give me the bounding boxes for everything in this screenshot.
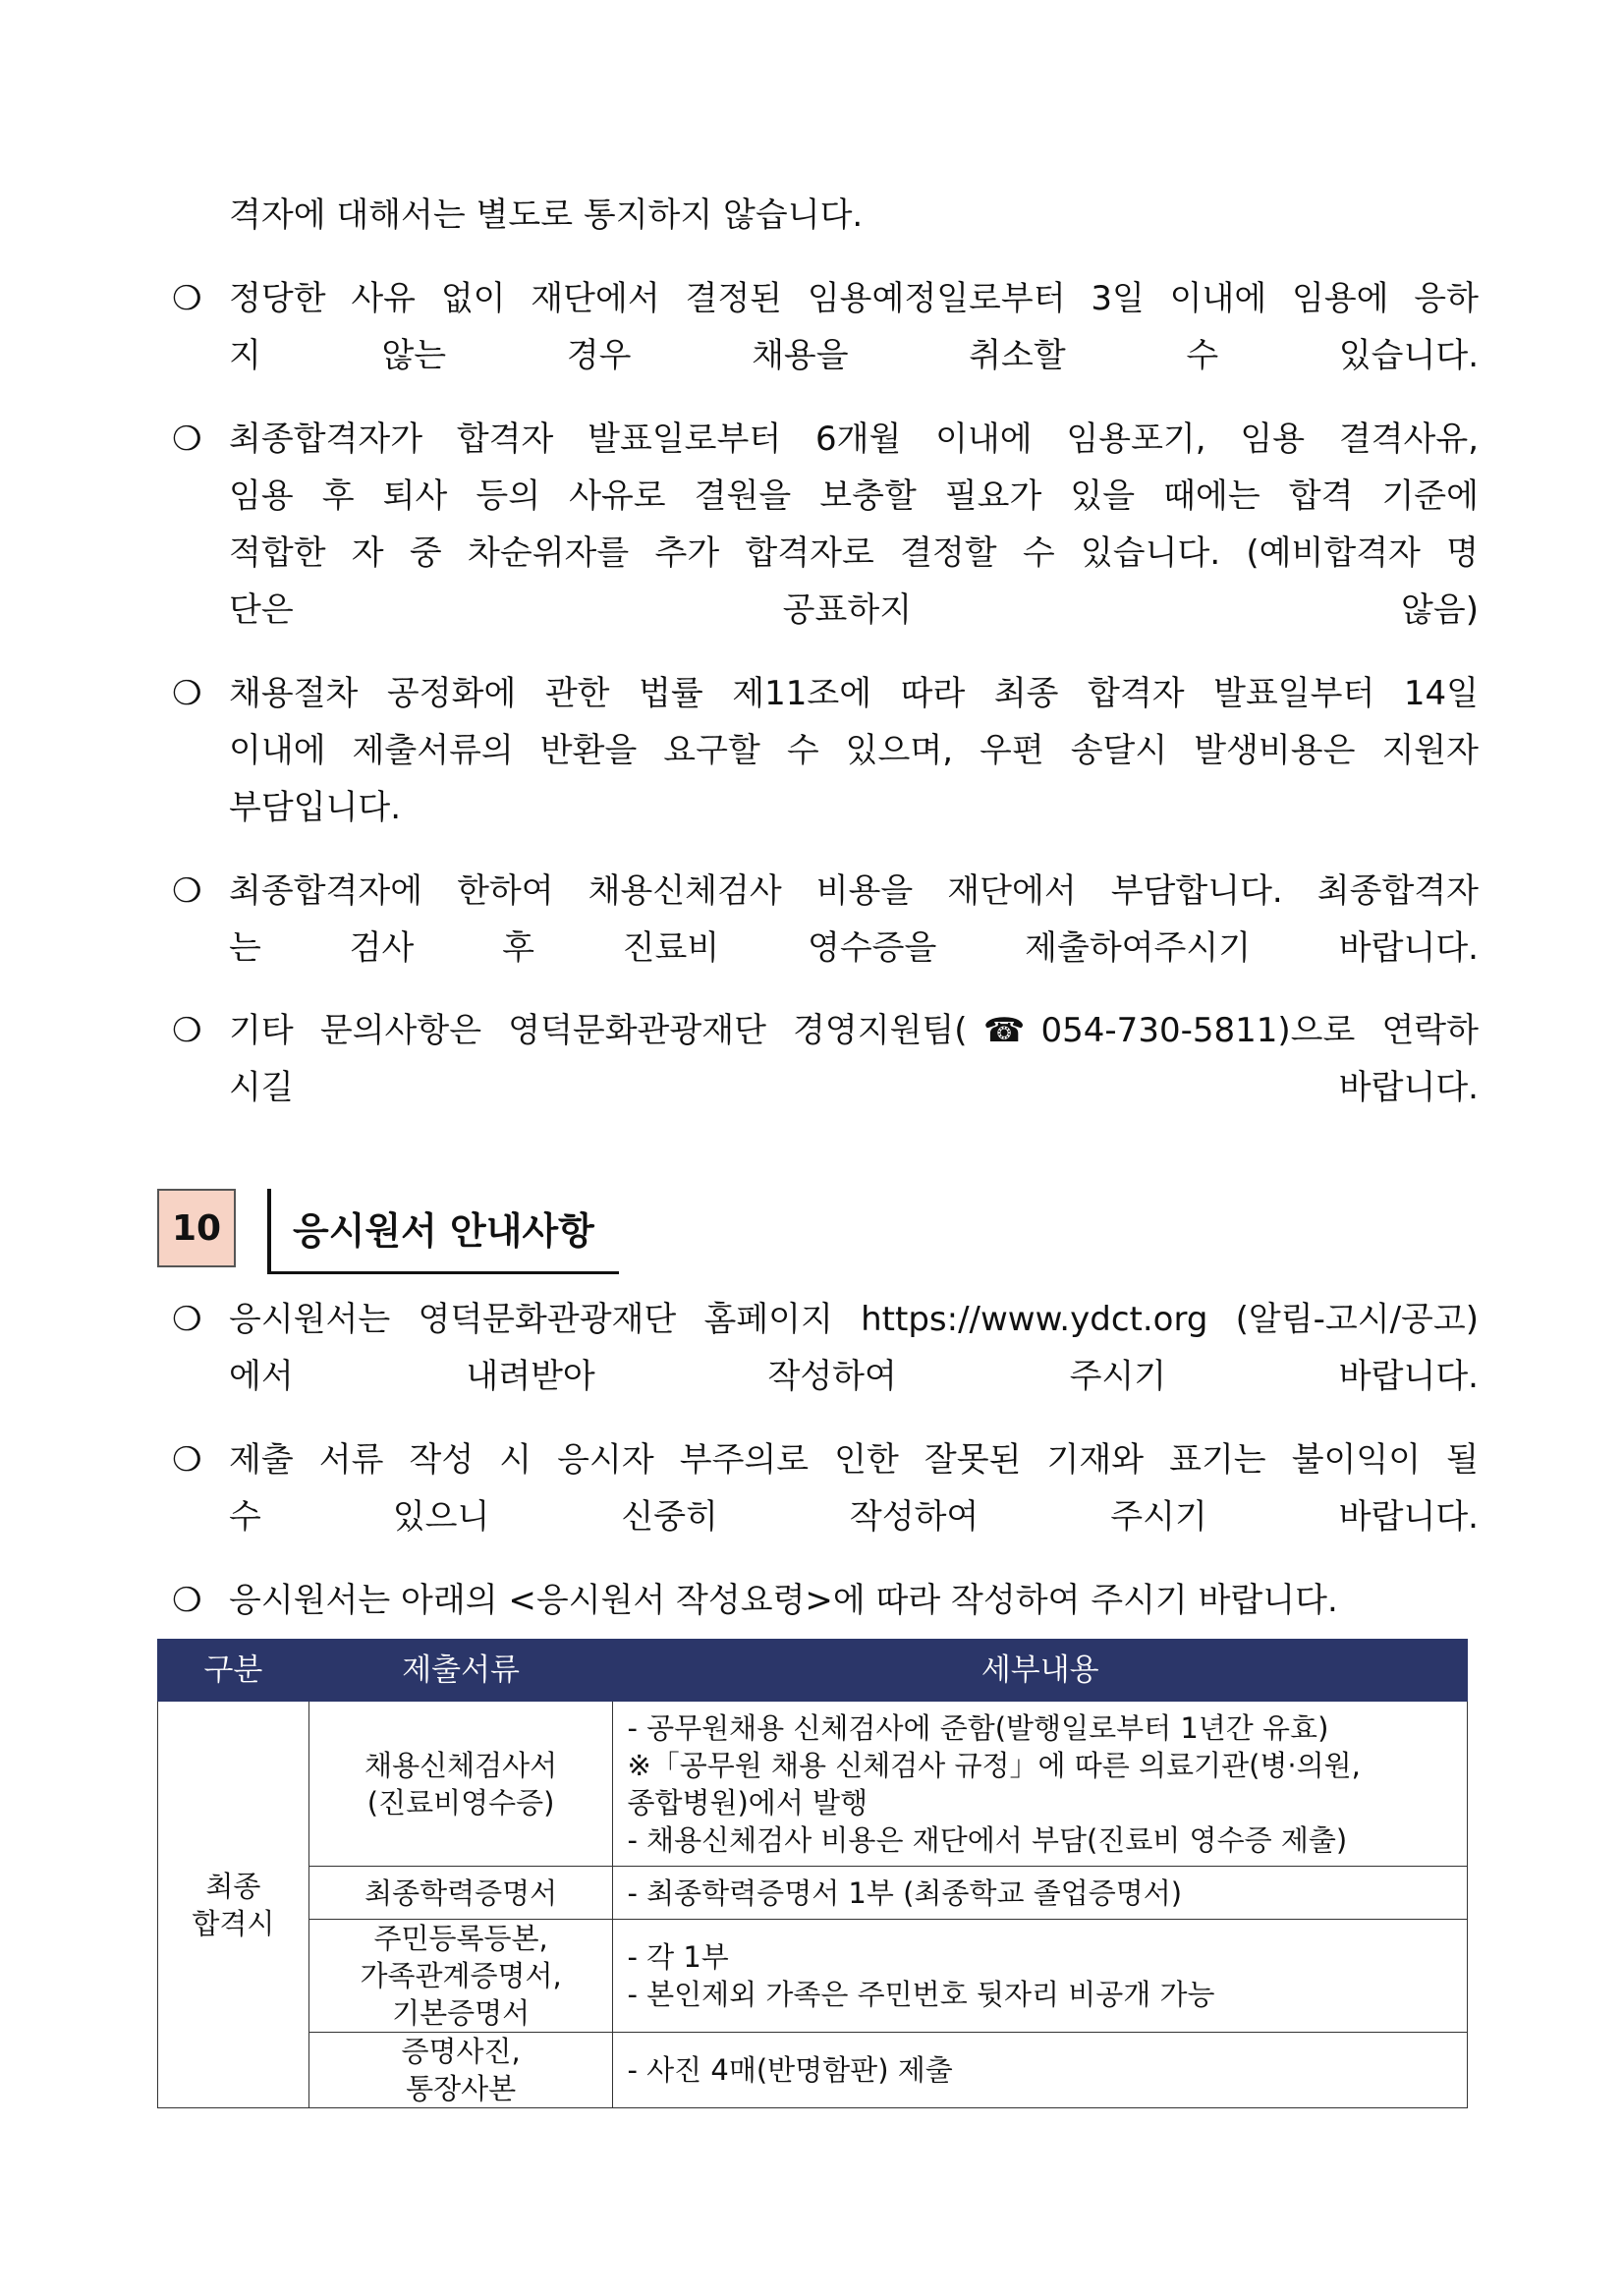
paragraph-replacement-hire [172,411,1479,639]
bullet-circle-icon: ❍ [172,1440,202,1480]
table-row [158,1867,1468,1920]
bullet-circle-icon: ❍ [172,1581,202,1620]
text-line: 응시원서는 영덕문화관광재단 홈페이지 https://www.ydct.org (알림-고시/공고) [229,1300,1479,1339]
text-line: 임용 후 퇴사 등의 사유로 결원을 보충할 필요가 있을 때에는 합격 기준에 [229,476,1479,516]
detail-line: - 채용신체검사 비용은 재단에서 부담(진료비 영수증 제출) [627,1822,1348,1857]
bullet-circle-icon: ❍ [172,674,202,713]
text-line: 기타 문의사항은 영덕문화관광재단 경영지원팀(☎054-730-5811)으로 연락하 [229,1011,1479,1050]
document-line: 채용신체검사서 [364,1748,558,1782]
detail-line: - 본인제외 가족은 주민번호 뒷자리 비공개 가능 [627,1978,1215,2011]
text-line: 시길 바랍니다. [229,1068,1479,1107]
table-row [158,1702,1468,1867]
bullet-circle-icon: ❍ [172,871,202,911]
paragraph-contact [172,1002,1479,1116]
bullet-circle-icon: ❍ [172,420,202,459]
detail-line: ※「공무원 채용 신체검사 규정」에 따른 의료기관(병·의원, [627,1748,1361,1782]
text-line: 채용절차 공정화에 관한 법률 제11조에 따라 최종 합격자 발표일부터 14일 [229,674,1479,713]
section-header [157,1189,619,1277]
category-line: 합격시 [192,1906,275,1940]
paragraph-careful-writing [172,1431,1479,1545]
bullet-circle-icon: ❍ [172,279,202,318]
document-cell [308,1702,613,1867]
paragraph-writing-guide [172,1572,1479,1629]
text-line: 최종합격자가 합격자 발표일로부터 6개월 이내에 임용포기, 임용 결격사유, [229,420,1479,459]
text-line: 부담입니다. [229,788,402,827]
paragraph-medical-exam [172,863,1479,977]
detail-line: - 공무원채용 신체검사에 준함(발행일로부터 1년간 유효) [627,1710,1329,1745]
text-line: 에서 내려받아 작성하여 주시기 바랍니다. [229,1357,1479,1396]
text-line: 격자에 대해서는 별도로 통지하지 않습니다. [229,196,864,235]
document-cell [308,1920,613,2033]
document-line: 기본증명서 [392,1996,531,2030]
table-header-row [158,1640,1468,1702]
details-cell [613,1920,1468,2033]
text-line: 는 검사 후 진료비 영수증을 제출하여주시기 바랍니다. [229,928,1479,968]
document-line: 가족관계증명서, [360,1959,562,1992]
document-line: 주민등록등본, [373,1922,548,1955]
document-line: 통장사본 [406,2072,517,2105]
table-row [158,2033,1468,2108]
section-title-underline [267,1271,619,1274]
document-line: (진료비영수증) [366,1785,555,1820]
text-line: 수 있으니 신중히 작성하여 주시기 바랍니다. [229,1497,1479,1537]
text-line: 이내에 제출서류의 반환을 요구할 수 있으며, 우편 송달시 발생비용은 지원자 [229,731,1479,770]
category-line: 최종 [205,1869,261,1903]
detail-line: - 각 1부 [627,1940,729,1974]
paragraph-continuation [172,187,1479,244]
details-cell [613,2033,1468,2108]
text-line: 지 않는 경우 채용을 취소할 수 있습니다. [229,336,1479,375]
text-line: 단은 공표하지 않음) [229,590,1479,630]
paragraph-application-download [172,1291,1479,1405]
text-line: 적합한 자 중 차순위자를 추가 합격자로 결정할 수 있습니다. (예비합격자 명 [229,533,1479,573]
text-line: 정당한 사유 없이 재단에서 결정된 임용예정일로부터 3일 이내에 임용에 응하 [229,279,1479,318]
table-row [158,1920,1468,2033]
document-line: 최종학력증명서 [364,1876,558,1910]
paragraph-document-return [172,665,1479,836]
header-details: 세부내용 [613,1640,1468,1702]
text-line: 최종합격자에 한하여 채용신체검사 비용을 재단에서 부담합니다. 최종합격자 [229,871,1479,911]
detail-line: - 최종학력증명서 1부 (최종학교 졸업증명서) [627,1876,1183,1910]
detail-line: - 사진 4매(반명함판) 제출 [627,2053,953,2087]
section-title-bar [267,1189,271,1273]
section-title: 응시원서 안내사항 [293,1209,594,1253]
header-category: 구분 [158,1640,309,1702]
bullet-circle-icon: ❍ [172,1011,202,1050]
document-cell [308,1867,613,1920]
details-cell [613,1867,1468,1920]
details-cell [613,1702,1468,1867]
document-cell [308,2033,613,2108]
submission-documents-table [157,1639,1468,2108]
detail-line: 종합병원)에서 발행 [627,1785,868,1820]
text-line: 제출 서류 작성 시 응시자 부주의로 인한 잘못된 기재와 표기는 불이익이 될 [229,1440,1479,1480]
text-line: 응시원서는 아래의 <응시원서 작성요령>에 따라 작성하여 주시기 바랍니다. [229,1581,1338,1620]
section-number-badge: 10 [157,1189,236,1267]
bullet-circle-icon: ❍ [172,1300,202,1339]
document-line: 증명사진, [401,2035,521,2068]
header-documents: 제출서류 [308,1640,613,1702]
paragraph-appointment-cancel [172,270,1479,384]
category-cell [158,1702,309,2108]
